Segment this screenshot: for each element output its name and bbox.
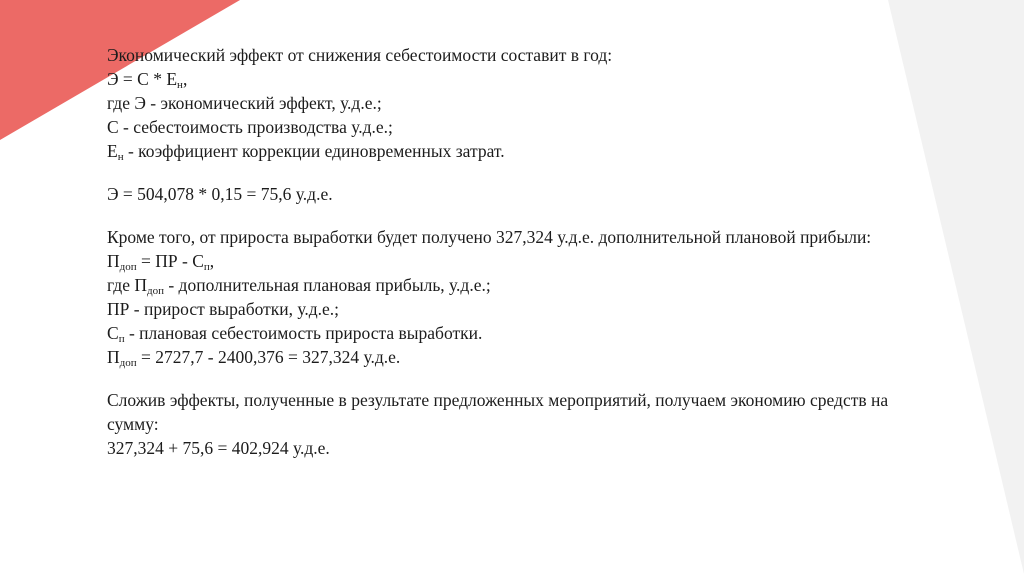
- profit-symbol: П: [107, 251, 120, 271]
- coefficient-description: - коэффициент коррекции единовременных затрат.: [123, 141, 505, 161]
- definition-planned-cost: [107, 321, 937, 345]
- profit-formula-mid: = ПР - С: [136, 251, 204, 271]
- definition-cost: С - себестоимость производства у.д.е.;: [107, 117, 393, 137]
- summary-intro: Сложив эффекты, полученные в результате предложенных мероприятий, получаем экономию средств на сумму:: [107, 390, 889, 434]
- cost-subscript: п: [203, 261, 210, 273]
- planned-cost-symbol: С: [107, 323, 119, 343]
- definition-profit: [107, 273, 937, 297]
- intro-line: Экономический эффект от снижения себестоимости составит в год:: [107, 45, 613, 65]
- definition-output-growth: ПР - прирост выработки, у.д.е.;: [107, 299, 340, 319]
- coefficient-symbol: Е: [107, 141, 118, 161]
- definition-coefficient: [107, 139, 937, 163]
- formula-profit: [107, 249, 937, 273]
- coefficient-subscript: н: [117, 151, 124, 163]
- profit-calc-symbol: П: [107, 347, 120, 367]
- profit-calculation: [107, 345, 937, 369]
- planned-cost-subscript: п: [118, 333, 125, 345]
- definition-profit-prefix: где П: [107, 275, 147, 295]
- formula-effect-main: Э = С * Е: [107, 69, 178, 89]
- profit-calc-subscript: доп: [119, 357, 137, 369]
- profit-calc-expression: = 2727,7 - 2400,376 = 327,324 у.д.е.: [136, 347, 401, 367]
- profit-intro: Кроме того, от прироста выработки будет получено 327,324 у.д.е. дополнительной плановой прибыли:: [107, 227, 872, 247]
- definition-profit-text: - дополнительная плановая прибыль, у.д.е.;: [163, 275, 491, 295]
- definition-profit-subscript: доп: [147, 285, 164, 297]
- formula-effect-tail: ,: [182, 69, 188, 89]
- formula-effect: [107, 67, 937, 91]
- definition-effect: где Э - экономический эффект, у.д.е.;: [107, 93, 382, 113]
- effect-calculation: Э = 504,078 * 0,15 = 75,6 у.д.е.: [107, 184, 333, 204]
- summary-calculation: 327,324 + 75,6 = 402,924 у.д.е.: [107, 438, 330, 458]
- planned-cost-description: - плановая себестоимость прироста выработки.: [124, 323, 483, 343]
- formula-effect-subscript: н: [177, 79, 183, 91]
- profit-subscript: доп: [119, 261, 137, 273]
- slide-text: [107, 43, 937, 460]
- profit-formula-tail: ,: [209, 251, 215, 271]
